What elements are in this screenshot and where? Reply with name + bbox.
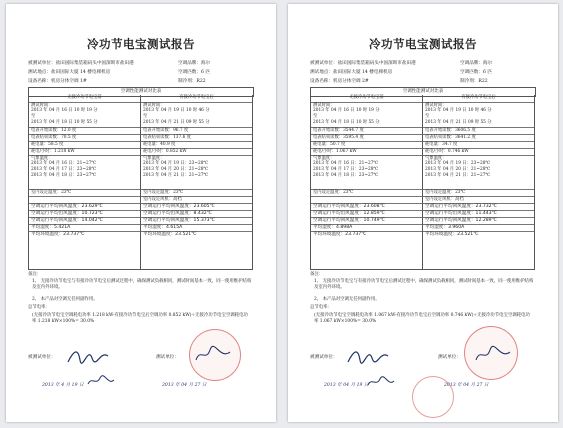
fan-mode: 室内设定风机：高档 bbox=[423, 196, 534, 202]
test-time-label: 测试时间： bbox=[311, 102, 422, 108]
test-time-label: 测试时间： bbox=[29, 102, 140, 108]
avg-return-temp: 空调运行平均回风温度：23.605℃ bbox=[141, 203, 252, 210]
avg-outlet-temp: 空调运行平均出风温度：11.443℃ bbox=[423, 210, 534, 217]
table-title: 空调性能测试对比表 bbox=[28, 87, 254, 97]
applicant: 被测试单位：盐田国际集装箱码头中国深圳市盐田港 bbox=[28, 61, 134, 66]
avg-env-temp: 平均环境温度：23.521℃ bbox=[141, 231, 252, 238]
col-header: 有接冷功节电宝后 bbox=[461, 95, 496, 100]
location: 测试地点：盐田国际大厦 14 楼电梯机房 bbox=[28, 70, 111, 75]
set-temp: 室内设定温度：23℃ bbox=[141, 189, 252, 195]
signature-client-svg bbox=[66, 344, 110, 368]
device-type: 空调品牌：海尔 bbox=[178, 61, 211, 66]
weather-1: 2013 年 04 月 19 日：23~28℃ bbox=[425, 161, 491, 166]
avg-outlet-temp: 空调运行平均出风温度：8.432℃ bbox=[141, 210, 252, 217]
weather-2: 2013 年 04 月 20 日：21~28℃ bbox=[425, 167, 491, 172]
meta-row-3 bbox=[28, 79, 206, 85]
table-col-after bbox=[422, 95, 535, 270]
weather-label: 气象温度： bbox=[141, 155, 252, 161]
fan-mode bbox=[29, 196, 140, 202]
table-title: 空调性能测试对比表 bbox=[310, 87, 536, 97]
energy-begin: 电表开始读数：3544.7 度 bbox=[311, 127, 422, 133]
start-to: 至 bbox=[31, 114, 36, 119]
calc-title: 总节电率： bbox=[310, 305, 332, 310]
col-header: 无接冷功节电宝前 bbox=[67, 95, 102, 100]
report-title: 冷功节电宝测试报告 bbox=[369, 37, 477, 51]
consumption: 耗电量：50.7 度 bbox=[311, 141, 422, 147]
signature-tester-svg bbox=[194, 344, 232, 366]
signature-tester bbox=[474, 344, 512, 370]
weather-3: 2013 年 04 月 18 日：23~27℃ bbox=[313, 173, 379, 178]
horsepower: 空调匹数：6 匹 bbox=[460, 70, 492, 75]
meta-row-1 bbox=[310, 61, 493, 67]
remark-2: 2、 本产品对空调无任何副作用。 bbox=[32, 297, 98, 302]
end-time: 2013 年 04 月 18 日 10 时 55 分 bbox=[31, 120, 98, 125]
col-header: 有接冷功节电宝后 bbox=[179, 95, 214, 100]
consumption: 耗电量：40.9 度 bbox=[141, 141, 252, 147]
energy-end: 电表结束读数：3595.4 度 bbox=[311, 134, 422, 140]
avg-humidity: 平均湿度：3.960A bbox=[423, 224, 534, 231]
table-col-before bbox=[310, 95, 423, 270]
table-col-before bbox=[28, 95, 141, 270]
consumption: 耗电量：58.5 度 bbox=[29, 141, 140, 147]
hourly: 耗电/小时：0.746 kW bbox=[423, 148, 534, 154]
hourly: 耗电/小时：1.067 kW bbox=[311, 148, 422, 154]
fan-mode bbox=[311, 196, 422, 202]
avg-env-temp: 平均环境温度：23.737℃ bbox=[29, 231, 140, 238]
horsepower: 空调匹数：6 匹 bbox=[178, 70, 210, 75]
weather-label: 气象温度： bbox=[29, 155, 140, 161]
device-type: 空调品牌：海尔 bbox=[460, 61, 493, 66]
applicant: 被测试单位：盐田国际集装箱码头中国深圳市盐田港 bbox=[310, 61, 416, 66]
signature-client-svg bbox=[346, 344, 390, 368]
sign-client: 被测试单位： bbox=[28, 355, 56, 360]
sign-tester: 测试单位： bbox=[156, 355, 179, 360]
start-time: 2013 年 04 月 16 日 10 时 19 分 bbox=[313, 108, 380, 113]
signature-tester bbox=[194, 344, 232, 370]
start-time: 2013 年 04 月 16 日 10 时 19 分 bbox=[31, 108, 98, 113]
sign-tester: 测试单位： bbox=[438, 355, 461, 360]
signature-client-2 bbox=[86, 374, 116, 390]
energy-end: 电表结束读数：137.6 度 bbox=[141, 134, 252, 140]
device-name: 设备名称：机房分体空调 2# bbox=[310, 79, 369, 84]
avg-return-temp: 空调运行平均回风温度：23.608℃ bbox=[311, 203, 422, 210]
energy-begin: 电表开始读数：12.0 度 bbox=[29, 127, 140, 133]
weather-1: 2013 年 04 月 16 日：21~27℃ bbox=[313, 161, 379, 166]
meta-row-2 bbox=[310, 70, 492, 76]
refrigerant: 制冷剂：R22 bbox=[178, 79, 206, 84]
weather-2: 2013 年 04 月 17 日：23~28℃ bbox=[313, 167, 379, 172]
avg-outlet-temp: 空调运行平均出风温度：10.723℃ bbox=[29, 210, 140, 217]
start-time: 2013 年 04 月 19 日 10 时 46 分 bbox=[425, 108, 492, 113]
meta-row-3 bbox=[310, 79, 488, 85]
consumption: 耗电量：34.7 度 bbox=[423, 141, 534, 147]
calc-formula: (无接冷功节电宝空调耗电功率 1.218 kW-有接冷功节电宝后空调功率 0.852 kW)÷无接冷功节电宝空调耗电功率 1.218 kW×100%= 30.0% bbox=[32, 313, 248, 324]
remark-title: 备注： bbox=[28, 272, 42, 277]
table-col-after bbox=[140, 95, 253, 270]
end-time: 2013 年 04 月 21 日 09 时 55 分 bbox=[425, 120, 492, 125]
signature-client bbox=[346, 344, 390, 372]
energy-begin: 电表开始读数：3606.5 度 bbox=[423, 127, 534, 133]
signature-2-svg bbox=[86, 374, 116, 388]
signature-tester-svg bbox=[474, 344, 512, 366]
set-temp: 室内设定温度：23℃ bbox=[311, 189, 422, 195]
avg-env-temp: 平均环境温度：23.737℃ bbox=[311, 231, 422, 238]
remark-1: 1、 无接冷功节电宝与有接冷功节电宝后测试过程中，确保测试负载相同，测试时间基本一致，同一使用维护结构及室内外环境。 bbox=[32, 279, 252, 290]
second-stamp bbox=[412, 376, 454, 418]
weather-label: 气象温度： bbox=[311, 155, 422, 161]
device-name: 设备名称：机房分体空调 1# bbox=[28, 79, 87, 84]
avg-env-temp: 平均环境温度：23.521℃ bbox=[423, 231, 534, 238]
weather-2: 2013 年 04 月 17 日：23~28℃ bbox=[31, 167, 97, 172]
hourly: 耗电/小时：0.852 kW bbox=[141, 148, 252, 154]
test-time-label: 测试时间： bbox=[141, 102, 252, 108]
report-page-1 bbox=[6, 4, 276, 422]
weather-3: 2013 年 04 月 21 日：21~27℃ bbox=[425, 173, 491, 178]
remark-1: 1、 无接冷功节电宝与有接冷功节电宝后测试过程中，确保测试负载相同，测试时间基本一致，同一使用维护结构及室内外环境。 bbox=[314, 279, 534, 290]
date-tester: 2013 年 04 月 27 日 bbox=[444, 383, 489, 388]
avg-return-temp: 空调运行平均回风温度：23.629℃ bbox=[29, 203, 140, 210]
avg-humidity: 平均湿度：4.898A bbox=[311, 224, 422, 231]
remark-title: 备注： bbox=[310, 272, 324, 277]
test-time-label: 测试时间： bbox=[423, 102, 534, 108]
avg-return-temp: 空调运行平均回风温度：23.732℃ bbox=[423, 203, 534, 210]
avg-outlet-temp: 空调运行平均出风温度：12.859℃ bbox=[311, 210, 422, 217]
set-temp: 室内设定温度：23℃ bbox=[423, 189, 534, 195]
weather-3: 2013 年 04 月 21 日：21~27℃ bbox=[143, 173, 209, 178]
start-to: 至 bbox=[143, 114, 148, 119]
avg-return-temp-2: 空调运行平均回风温度：10.749℃ bbox=[311, 217, 422, 224]
set-temp: 室内设定温度：23℃ bbox=[29, 189, 140, 195]
date-client: 2013 年 4 月 19 日 bbox=[42, 383, 84, 388]
weather-label: 气象温度： bbox=[423, 155, 534, 161]
calc-title: 总节电率： bbox=[28, 305, 50, 310]
avg-humidity: 平均湿度：5.421A bbox=[29, 224, 140, 231]
meta-row-1 bbox=[28, 61, 211, 67]
start-to: 至 bbox=[425, 114, 430, 119]
date-tester: 2013 年 04 月 27 日 bbox=[162, 383, 207, 388]
energy-end: 电表结束读数：3641.2 度 bbox=[423, 134, 534, 140]
col-header: 无接冷功节电宝前 bbox=[349, 95, 384, 100]
weather-2: 2013 年 04 月 20 日：21~28℃ bbox=[143, 167, 209, 172]
sign-client: 被测试单位： bbox=[310, 355, 338, 360]
calc-formula: (无接冷功节电宝空调耗电功率 1.067 kW-有接冷功节电宝后空调功率 0.746 kW)÷无接冷功节电宝空调耗电功率 1.067 kW×100%= 30.0% bbox=[314, 313, 530, 324]
signature-client bbox=[66, 344, 110, 372]
end-time: 2013 年 04 月 21 日 09 时 55 分 bbox=[143, 120, 210, 125]
signature-2-svg bbox=[366, 375, 396, 389]
refrigerant: 制冷剂：R22 bbox=[460, 79, 488, 84]
avg-return-temp-2: 空调运行平均回风温度：14.042℃ bbox=[29, 217, 140, 224]
end-time: 2013 年 04 月 18 日 10 时 55 分 bbox=[313, 120, 380, 125]
weather-1: 2013 年 04 月 16 日：21~27℃ bbox=[31, 161, 97, 166]
avg-return-temp-2: 空调运行平均回风温度：15.373℃ bbox=[141, 217, 252, 224]
avg-humidity: 平均湿度：4.615A bbox=[141, 224, 252, 231]
hourly: 耗电/小时：1.218 kW bbox=[29, 148, 140, 154]
energy-begin: 电表开始读数：96.7 度 bbox=[141, 127, 252, 133]
report-page-2 bbox=[288, 4, 558, 422]
start-to: 至 bbox=[313, 114, 318, 119]
weather-3: 2013 年 04 月 18 日：23~27℃ bbox=[31, 173, 97, 178]
energy-end: 电表结束读数：70.5 度 bbox=[29, 134, 140, 140]
start-time: 2013 年 04 月 19 日 10 时 46 分 bbox=[143, 108, 210, 113]
remark-2: 2、 本产品对空调无任何副作用。 bbox=[314, 297, 380, 302]
avg-return-temp-2: 空调运行平均回风温度：12.289℃ bbox=[423, 217, 534, 224]
report-title: 冷功节电宝测试报告 bbox=[87, 37, 195, 51]
meta-row-2 bbox=[28, 70, 210, 76]
signature-client-2 bbox=[366, 374, 396, 393]
date-client: 2013 年 04 月 19 日 bbox=[324, 383, 369, 388]
fan-mode: 室内设定风机：高档 bbox=[141, 196, 252, 202]
weather-1: 2013 年 04 月 19 日：23~28℃ bbox=[143, 161, 209, 166]
location: 测试地点：盐田国际大厦 14 楼电梯机房 bbox=[310, 70, 393, 75]
